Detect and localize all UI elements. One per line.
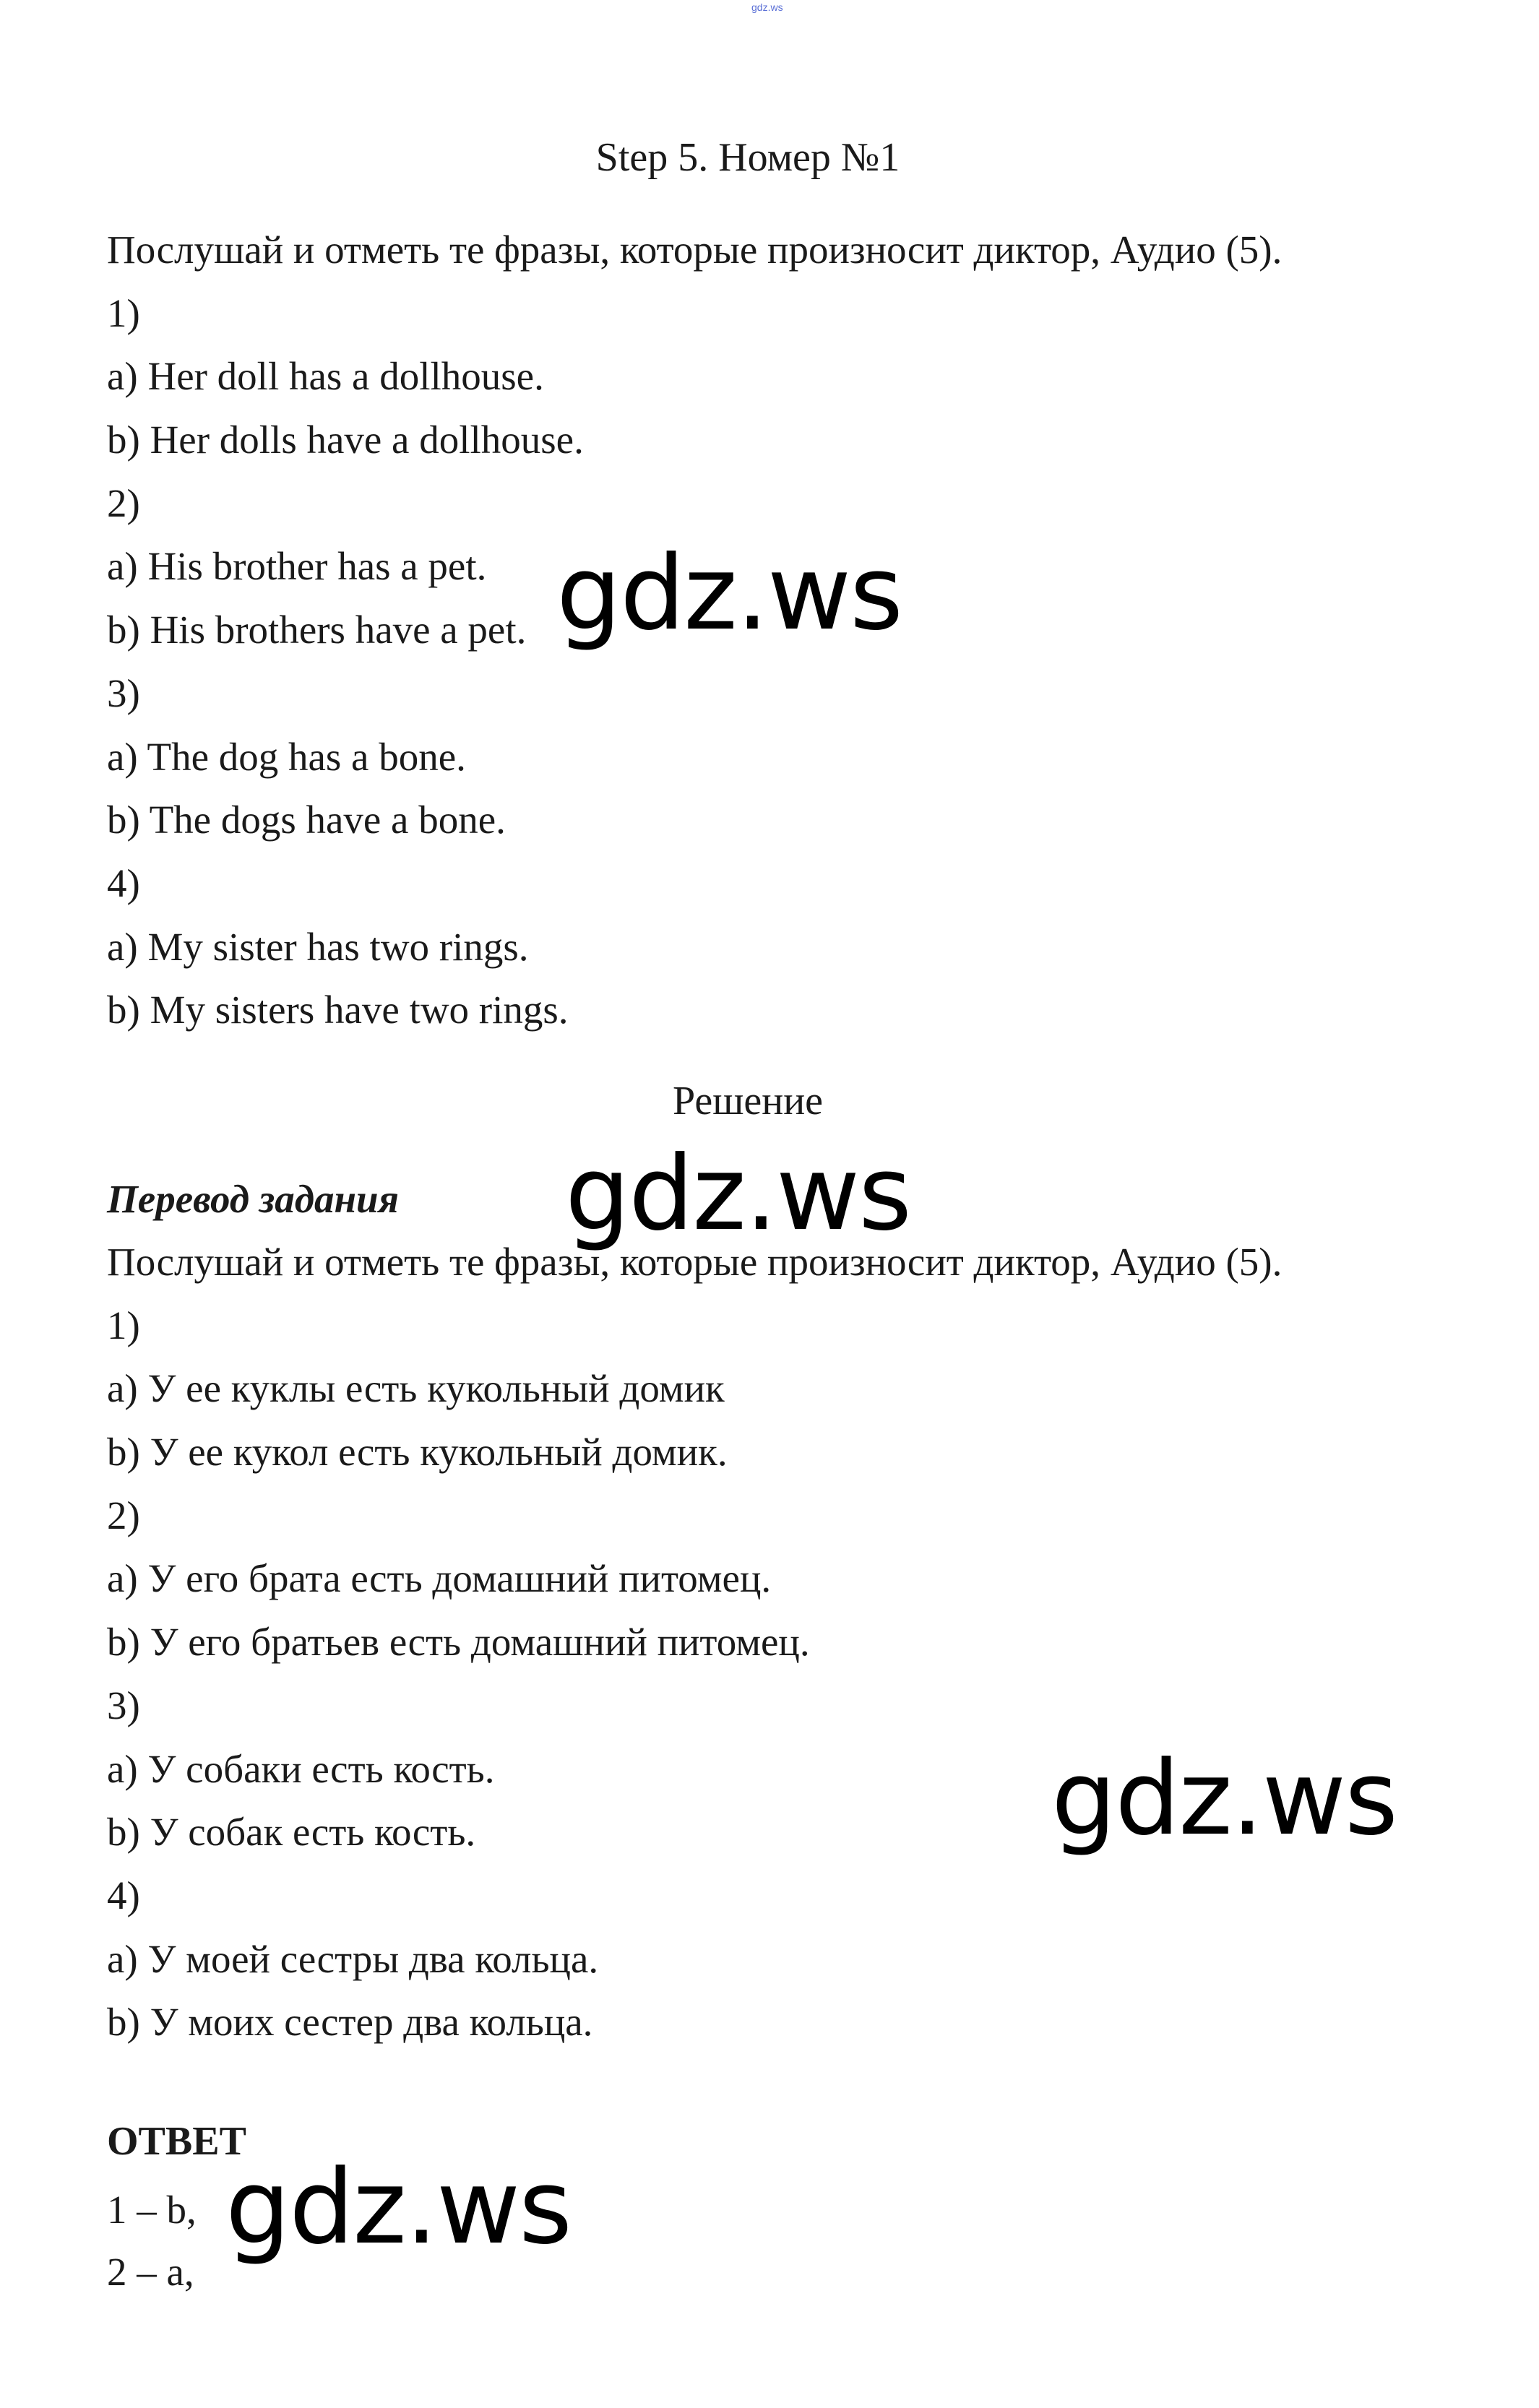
translation-line: b) У собак есть кость. <box>107 1810 476 1855</box>
task-line: a) My sister has two rings. <box>107 924 529 969</box>
translation-line: 1) <box>107 1303 140 1347</box>
task-line: b) The dogs have a bone. <box>107 798 506 842</box>
task-line: a) Her doll has a dollhouse. <box>107 354 544 399</box>
task-line: b) My sisters have two rings. <box>107 988 569 1032</box>
page-title: Step 5. Номер №1 <box>595 135 900 180</box>
translation-line: a) У собаки есть кость. <box>107 1746 495 1791</box>
translation-line: a) У моей сестры два кольца. <box>107 1936 599 1981</box>
task-line: b) Her dolls have a dollhouse. <box>107 418 584 462</box>
watermark-logo: gdz.ws <box>1051 1739 1397 1858</box>
watermark-logo: gdz.ws <box>565 1134 911 1253</box>
translation-line: 4) <box>107 1873 140 1917</box>
translation-line: b) У ее кукол есть кукольный домик. <box>107 1430 728 1475</box>
task-line: 3) <box>107 670 140 715</box>
translation-line: 3) <box>107 1683 140 1727</box>
answer-line: 2 – a, <box>107 2250 194 2294</box>
top-watermark-mark: gdz.ws <box>751 1 783 13</box>
translation-heading: Перевод задания <box>107 1177 399 1221</box>
watermark-logo: gdz.ws <box>225 2148 572 2267</box>
task-line: a) His brother has a pet. <box>107 544 487 589</box>
answer-line: 1 – b, <box>107 2188 197 2232</box>
translation-block <box>107 1230 1480 2054</box>
answer-heading: ОТВЕТ <box>107 2119 246 2164</box>
watermark-logo: gdz.ws <box>556 534 902 653</box>
task-instruction: Послушай и отметь те фразы, которые произносит диктор, Аудио (5). <box>107 228 1282 272</box>
translation-line: a) У его брата есть домашний питомец. <box>107 1556 772 1601</box>
task-line: b) His brothers have a pet. <box>107 608 527 652</box>
task-line: 2) <box>107 480 140 525</box>
translation-line: a) У ее куклы есть кукольный домик <box>107 1366 725 1411</box>
solution-heading: Решение <box>672 1079 824 1123</box>
translation-instruction: Послушай и отметь те фразы, которые произносит диктор, Аудио (5). <box>107 1240 1282 1284</box>
task-line: a) The dog has a bone. <box>107 734 466 779</box>
translation-line: b) У моих сестер два кольца. <box>107 2000 593 2045</box>
task-line: 1) <box>107 290 140 335</box>
translation-line: 2) <box>107 1493 140 1537</box>
task-line: 4) <box>107 860 140 905</box>
translation-line: b) У его братьев есть домашний питомец. <box>107 1620 810 1665</box>
